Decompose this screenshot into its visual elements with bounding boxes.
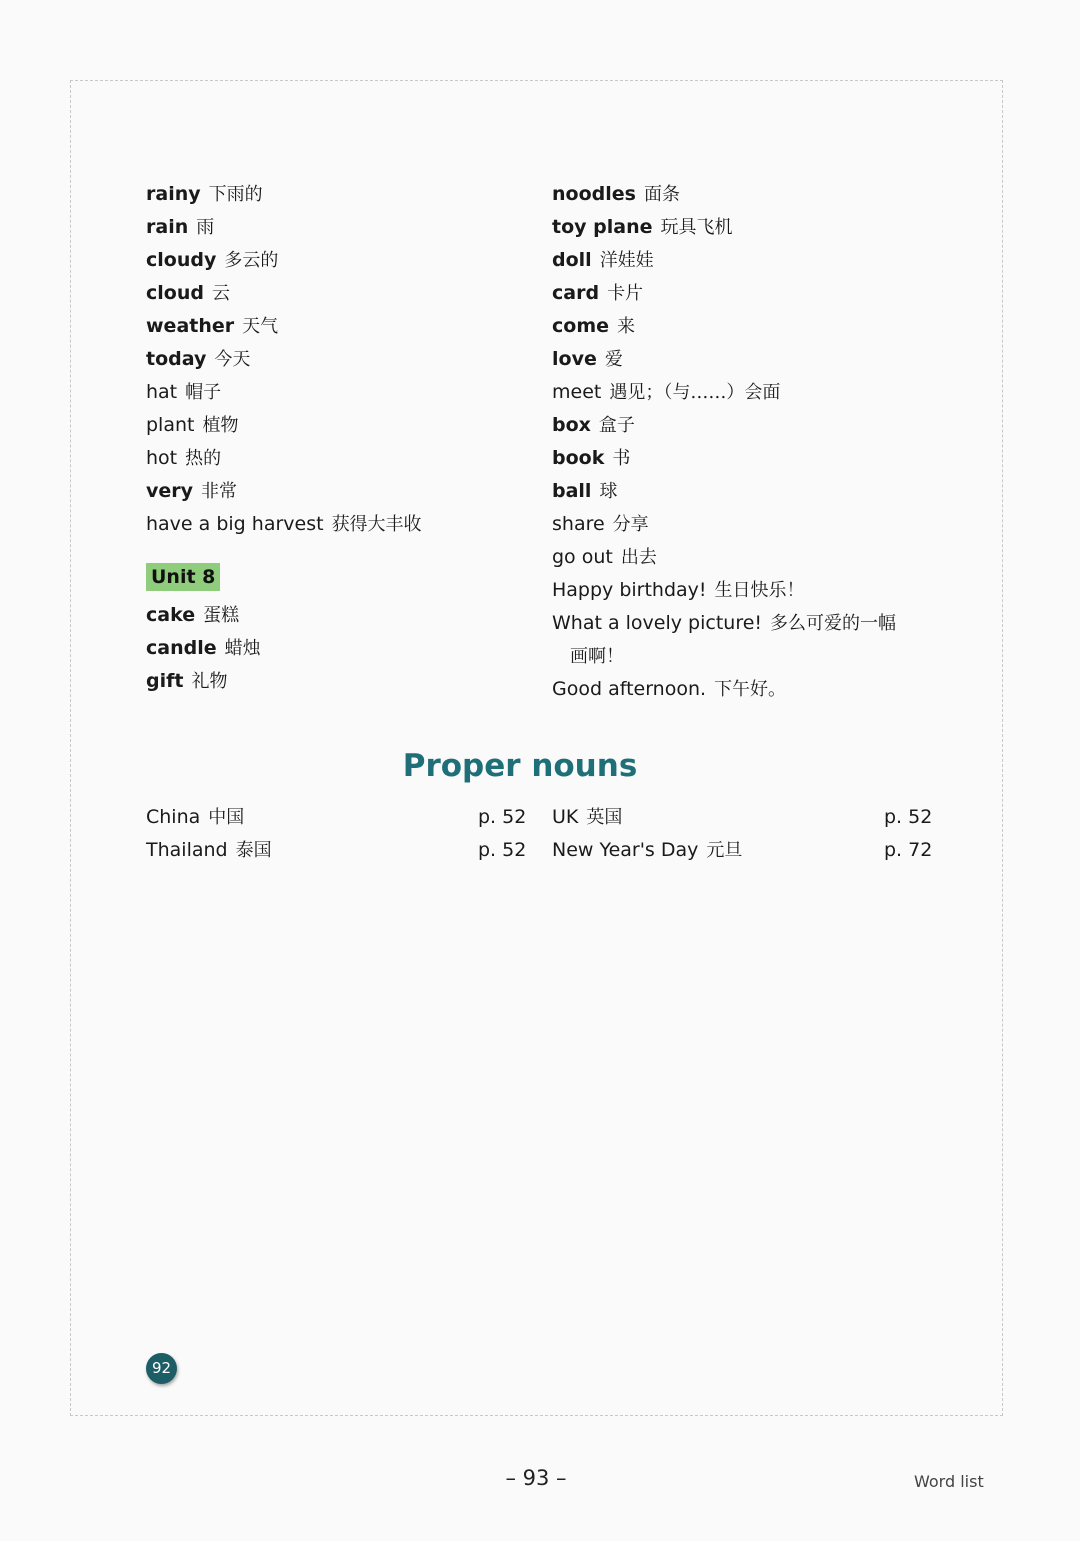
word-english: come bbox=[552, 315, 609, 337]
word-english: rainy bbox=[146, 183, 201, 205]
word-english: hat bbox=[146, 381, 178, 403]
word-english: today bbox=[146, 348, 207, 370]
word-chinese: 礼物 bbox=[191, 671, 228, 692]
word-entry bbox=[552, 673, 952, 706]
proper-noun-zh: 中国 bbox=[208, 807, 245, 828]
word-entry bbox=[552, 442, 952, 475]
word-chinese: 面条 bbox=[643, 184, 680, 205]
word-chinese: 多云的 bbox=[224, 250, 279, 271]
proper-noun-zh: 英国 bbox=[586, 807, 623, 828]
word-entry bbox=[552, 376, 952, 409]
word-chinese: 下雨的 bbox=[208, 184, 263, 205]
word-entry bbox=[552, 607, 952, 640]
word-english: candle bbox=[146, 637, 217, 659]
word-chinese: 天气 bbox=[242, 316, 279, 337]
word-english: card bbox=[552, 282, 600, 304]
word-english: ball bbox=[552, 480, 592, 502]
word-entry bbox=[552, 244, 952, 277]
word-chinese: 植物 bbox=[202, 415, 239, 436]
proper-noun-page: p. 52 bbox=[884, 806, 933, 828]
word-english: cloudy bbox=[146, 249, 217, 271]
proper-noun-page: p. 72 bbox=[884, 839, 933, 861]
footer-section-label: Word list bbox=[914, 1472, 984, 1491]
word-entry bbox=[552, 277, 952, 310]
word-english: gift bbox=[146, 670, 184, 692]
word-entry bbox=[146, 665, 526, 698]
word-chinese: 玩具飞机 bbox=[660, 217, 733, 238]
word-english: book bbox=[552, 447, 605, 469]
word-english: go out bbox=[552, 546, 613, 568]
word-entry bbox=[146, 632, 526, 665]
word-english: very bbox=[146, 480, 194, 502]
word-english: toy plane bbox=[552, 216, 653, 238]
word-chinese: 书 bbox=[612, 448, 631, 469]
word-entry bbox=[552, 574, 952, 607]
word-chinese: 下午好。 bbox=[714, 679, 787, 700]
word-entry bbox=[146, 376, 526, 409]
proper-noun-en: China bbox=[146, 806, 201, 828]
proper-noun-en: Thailand bbox=[146, 839, 228, 861]
section-title: Proper nouns bbox=[402, 748, 638, 784]
word-english: weather bbox=[146, 315, 235, 337]
word-entry bbox=[146, 508, 526, 541]
word-chinese: 盒子 bbox=[598, 415, 635, 436]
page-number-badge: 92 bbox=[146, 1353, 177, 1384]
word-chinese: 非常 bbox=[201, 481, 238, 502]
word-english: What a lovely picture! bbox=[552, 612, 763, 634]
word-chinese: 画啊！ bbox=[570, 646, 624, 667]
word-english: love bbox=[552, 348, 597, 370]
unit-heading: Unit 8 bbox=[146, 563, 220, 591]
word-english: doll bbox=[552, 249, 592, 271]
word-chinese: 帽子 bbox=[185, 382, 222, 403]
word-chinese: 分享 bbox=[612, 514, 649, 535]
word-chinese: 遇见；（与……）会面 bbox=[609, 382, 781, 403]
proper-noun-zh: 元旦 bbox=[706, 840, 743, 861]
word-english: box bbox=[552, 414, 591, 436]
word-entry bbox=[552, 409, 952, 442]
word-english: meet bbox=[552, 381, 602, 403]
word-english: cake bbox=[146, 604, 196, 626]
word-chinese: 洋娃娃 bbox=[599, 250, 654, 271]
word-entry bbox=[552, 310, 952, 343]
proper-noun-item bbox=[552, 801, 622, 834]
word-entry bbox=[552, 508, 952, 541]
proper-noun-item bbox=[146, 834, 272, 867]
word-english: Happy birthday! bbox=[552, 579, 707, 601]
word-english: Good afternoon. bbox=[552, 678, 707, 700]
word-entry bbox=[552, 475, 952, 508]
word-chinese: 今天 bbox=[214, 349, 251, 370]
footer-page-number: – 93 – bbox=[505, 1466, 567, 1490]
word-entry bbox=[146, 310, 526, 343]
word-entry bbox=[146, 211, 526, 244]
word-chinese: 蛋糕 bbox=[203, 605, 240, 626]
word-entry bbox=[552, 211, 952, 244]
word-chinese: 爱 bbox=[604, 349, 623, 370]
word-entry bbox=[146, 475, 526, 508]
word-entry bbox=[146, 442, 526, 475]
word-entry bbox=[146, 599, 526, 632]
right-word-column bbox=[552, 178, 952, 706]
word-entry bbox=[552, 541, 952, 574]
word-chinese: 多么可爱的一幅 bbox=[770, 613, 897, 634]
proper-noun-zh: 泰国 bbox=[235, 840, 272, 861]
word-chinese: 来 bbox=[617, 316, 635, 337]
proper-noun-item bbox=[552, 834, 742, 867]
word-entry bbox=[146, 244, 526, 277]
word-english: share bbox=[552, 513, 605, 535]
word-english: rain bbox=[146, 216, 189, 238]
word-entry bbox=[146, 409, 526, 442]
word-english: hot bbox=[146, 447, 178, 469]
word-entry bbox=[146, 277, 526, 310]
word-entry bbox=[552, 640, 952, 673]
word-english: noodles bbox=[552, 183, 636, 205]
proper-noun-page: p. 52 bbox=[478, 806, 527, 828]
word-chinese: 蜡烛 bbox=[224, 638, 261, 659]
word-english: cloud bbox=[146, 282, 204, 304]
proper-noun-page: p. 52 bbox=[478, 839, 527, 861]
word-chinese: 球 bbox=[599, 481, 618, 502]
word-chinese: 获得大丰收 bbox=[331, 514, 422, 535]
word-chinese: 云 bbox=[211, 283, 230, 304]
word-entry bbox=[552, 343, 952, 376]
word-entry bbox=[552, 178, 952, 211]
word-entry bbox=[146, 343, 526, 376]
word-chinese: 生日快乐！ bbox=[714, 580, 805, 601]
proper-noun-en: New Year's Day bbox=[552, 839, 699, 861]
word-english: plant bbox=[146, 414, 195, 436]
proper-noun-en: UK bbox=[552, 806, 579, 828]
proper-noun-item bbox=[146, 801, 244, 834]
word-chinese: 出去 bbox=[620, 547, 657, 568]
word-chinese: 热的 bbox=[185, 448, 222, 469]
word-chinese: 雨 bbox=[196, 217, 215, 238]
left-word-column bbox=[146, 178, 526, 698]
word-chinese: 卡片 bbox=[607, 283, 644, 304]
word-entry bbox=[146, 178, 526, 211]
word-english: have a big harvest bbox=[146, 513, 324, 535]
